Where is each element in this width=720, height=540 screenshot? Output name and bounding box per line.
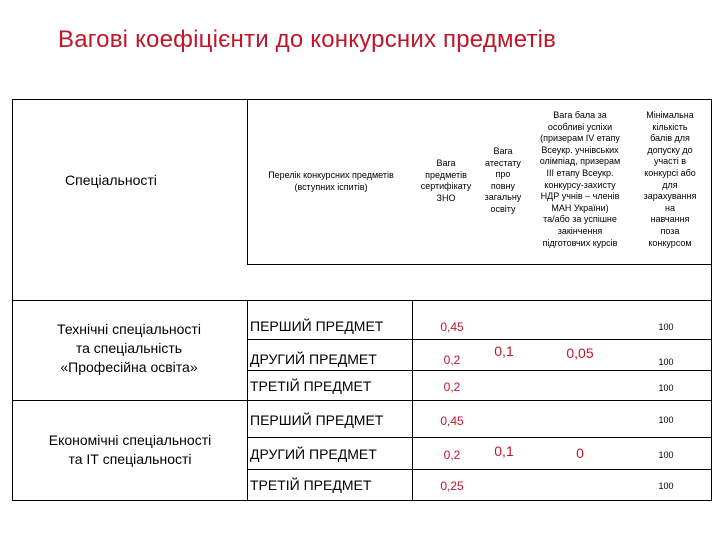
header-min-line: балів для <box>650 133 690 144</box>
certificate-weight-value: 0,1 <box>494 343 514 359</box>
header-ach-line: ІІІ етапу Всеукр. <box>546 167 614 178</box>
header-cert-line: про <box>495 169 511 180</box>
header-min-line: на <box>665 202 675 213</box>
subject-second: ДРУГИЙ ПРЕДМЕТ <box>250 351 377 367</box>
certificate-weight-value: 0,1 <box>494 443 514 459</box>
zno-weight-value: 0,2 <box>443 353 461 367</box>
row-line <box>247 370 712 371</box>
header-zno-line: предметів <box>425 169 467 180</box>
header-bottom-line <box>247 264 712 265</box>
min-score-value: 100 <box>658 415 674 425</box>
min-score-value: 100 <box>658 481 674 491</box>
header-cert-line: повну <box>490 180 516 191</box>
specialty-column-divider <box>247 300 248 501</box>
header-min-line: конкурсом <box>648 237 692 248</box>
zno-weight-value: 0,2 <box>443 448 461 462</box>
header-zno-weight <box>414 158 478 204</box>
zno-weight-value: 0,2 <box>443 380 461 394</box>
achievements-weight-value: 0 <box>576 445 584 461</box>
header-zno-line: ЗНО <box>436 192 456 203</box>
header-cert-line: атестату <box>485 157 521 168</box>
header-ach-line: Вага бала за <box>553 110 607 120</box>
subject-third: ТРЕТІЙ ПРЕДМЕТ <box>250 477 372 493</box>
subject-second: ДРУГИЙ ПРЕДМЕТ <box>250 446 377 462</box>
header-min-line: участі в <box>653 156 687 167</box>
header-ach-line: особливі успіхи <box>547 121 613 132</box>
header-subjects <box>246 170 416 193</box>
header-separator-line <box>12 300 712 301</box>
subject-first: ПЕРШИЙ ПРЕДМЕТ <box>250 318 384 334</box>
subject-column-divider <box>412 300 413 501</box>
header-min-score <box>630 110 710 249</box>
header-min-line: для <box>662 179 678 190</box>
specialty-line: Технічні спеціальності <box>57 321 201 337</box>
header-ach-line: МАН України) <box>551 202 609 213</box>
row-line <box>247 469 712 470</box>
min-score-value: 100 <box>658 383 674 393</box>
specialty-line: Економічні спеціальності <box>48 432 212 448</box>
header-cert-line: освіту <box>490 203 516 214</box>
header-ach-line: підготовчих курсів <box>542 237 618 248</box>
header-subjects-line: Перелік конкурсних предметів <box>268 170 394 180</box>
zno-weight-value: 0,45 <box>440 320 464 334</box>
row-line <box>247 437 712 438</box>
zno-weight-value: 0,45 <box>440 414 464 428</box>
zno-weight-value: 0,25 <box>440 479 464 493</box>
header-min-line: навчання <box>650 214 690 225</box>
header-ach-line: НДР учнів – членів <box>540 191 620 202</box>
header-achievements-weight <box>526 110 634 249</box>
achievements-weight-value: 0,05 <box>566 345 594 361</box>
header-cert-line: Вага <box>493 146 513 156</box>
min-score-value: 100 <box>658 322 674 332</box>
specialty-line: та ІТ спеціальності <box>68 451 192 467</box>
row-line <box>247 339 712 340</box>
header-ach-line: та/або за успішне <box>543 214 617 225</box>
min-score-value: 100 <box>658 357 674 367</box>
specialty-line: та спеціальність <box>75 340 183 356</box>
header-min-line: конкурсі або <box>644 167 696 178</box>
header-ach-line: Всеукр. учнівських <box>541 144 619 155</box>
subject-first: ПЕРШИЙ ПРЕДМЕТ <box>250 412 384 428</box>
specialty-economic <box>14 431 246 469</box>
header-ach-line: (призерам IV етапу <box>540 133 620 144</box>
header-specialties: Спеціальності <box>65 172 157 188</box>
header-ach-line: олімпіад, призерам <box>539 156 621 167</box>
specialty-line: «Професійна освіта» <box>60 359 198 375</box>
header-ach-line: конкурсу-захисту <box>544 179 616 190</box>
header-zno-line: Вага <box>436 158 456 168</box>
min-score-value: 100 <box>658 450 674 460</box>
header-min-line: кількість <box>652 121 688 132</box>
header-min-line: Мінімальна <box>646 110 694 120</box>
header-min-line: допуску до <box>647 144 693 155</box>
specialty-technical <box>14 320 244 377</box>
page-title: Вагові коефіцієнти до конкурсних предметів <box>58 26 557 53</box>
subject-third: ТРЕТІЙ ПРЕДМЕТ <box>250 378 372 394</box>
header-min-line: поза <box>660 225 680 236</box>
header-zno-line: сертифікату <box>420 181 472 192</box>
header-certificate-weight <box>478 146 528 216</box>
header-ach-line: закінчення <box>557 225 603 236</box>
group-separator-line <box>12 400 712 401</box>
header-min-line: зарахування <box>643 191 697 202</box>
header-subjects-line: (вступних іспитів) <box>294 181 368 192</box>
header-cert-line: загальну <box>484 192 522 203</box>
